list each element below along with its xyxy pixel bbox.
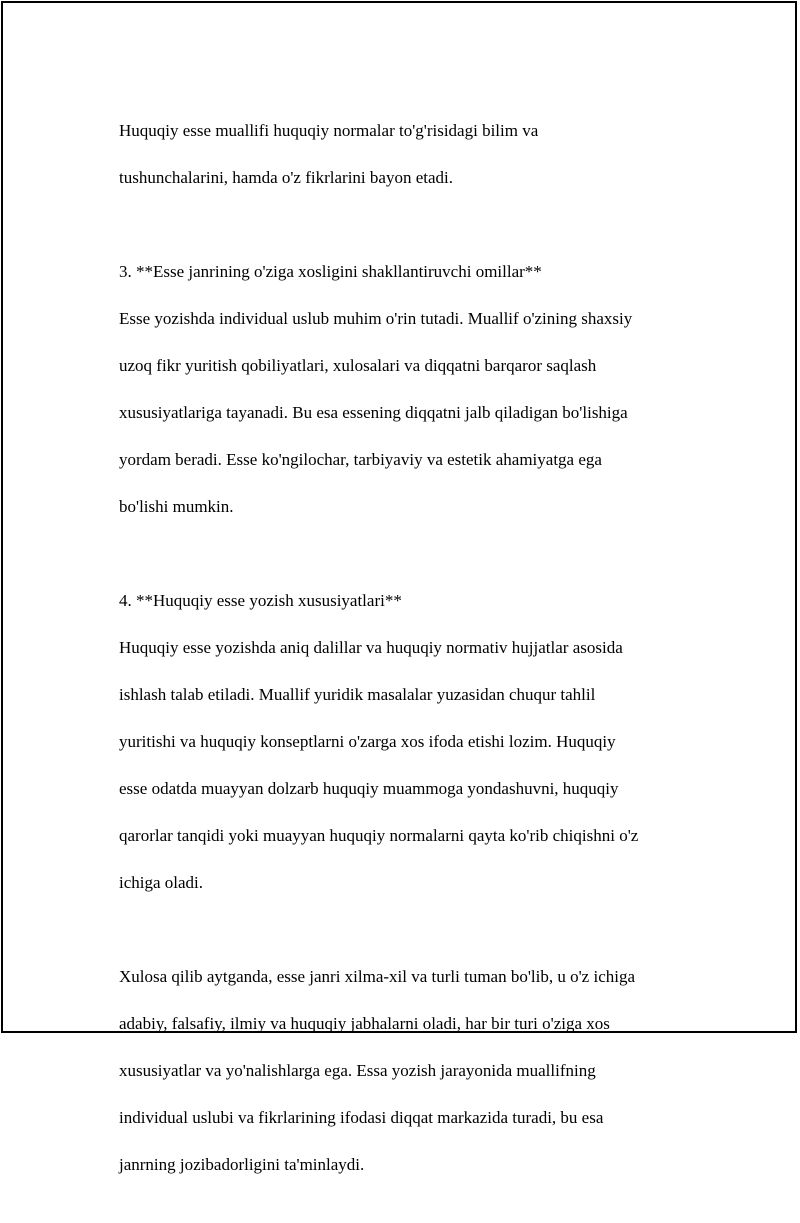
document-body: [119, 95, 689, 1223]
text-line: Huquqiy esse yozishda aniq dalillar va huquqiy normativ hujjatlar asosida: [119, 637, 623, 657]
text-line: Esse yozishda individual uslub muhim o'rin tutadi. Muallif o'zining shaxsiy: [119, 308, 633, 328]
text-line: ishlash talab etiladi. Muallif yuridik masalalar yuzasidan chuqur tahlil: [119, 684, 596, 704]
text-line: tushunchalarini, hamda o'z fikrlarini bayon etadi.: [119, 167, 453, 187]
section-heading: 3. **Esse janrining o'ziga xosligini shakllantiruvchi omillar**: [119, 261, 542, 281]
text-line: uzoq fikr yuritish qobiliyatlari, xulosalari va diqqatni barqaror saqlash: [119, 355, 597, 375]
paragraph-section-4: [119, 565, 689, 918]
paragraph-intro: [119, 95, 689, 213]
text-line: adabiy, falsafiy, ilmiy va huquqiy jabhalarni oladi, har bir turi o'ziga xos: [119, 1013, 610, 1033]
text-line: bo'lishi mumkin.: [119, 496, 234, 516]
text-line: ichiga oladi.: [119, 872, 204, 892]
document-page: [1, 1, 797, 1174]
text-line: esse odatda muayyan dolzarb huquqiy muammoga yondashuvni, huquqiy: [119, 778, 619, 798]
paragraph-section-3: [119, 236, 689, 542]
text-line: xususiyatlariga tayanadi. Bu esa essening diqqatni jalb qiladigan bo'lishiga: [119, 402, 628, 422]
text-line: Xulosa qilib aytganda, esse janri xilma-xil va turli tuman bo'lib, u o'z ichiga: [119, 966, 636, 986]
text-line: Huquqiy esse muallifi huquqiy normalar to'g'risidagi bilim va: [119, 120, 539, 140]
text-line: yuritishi va huquqiy konseptlarni o'zarga xos ifoda etishi lozim. Huquqiy: [119, 731, 616, 751]
paragraph-conclusion: [119, 941, 689, 1200]
text-line: yordam beradi. Esse ko'ngilochar, tarbiyaviy va estetik ahamiyatga ega: [119, 449, 602, 469]
text-line: individual uslubi va fikrlarining ifodasi diqqat markazida turadi, bu esa: [119, 1107, 604, 1127]
text-line: xususiyatlar va yo'nalishlarga ega. Essa yozish jarayonida muallifning: [119, 1060, 596, 1080]
text-line: qarorlar tanqidi yoki muayyan huquqiy normalarni qayta ko'rib chiqishni o'z: [119, 825, 639, 845]
section-heading: 4. **Huquqiy esse yozish xususiyatlari**: [119, 590, 402, 610]
text-line: janrning jozibadorligini ta'minlaydi.: [119, 1154, 365, 1174]
